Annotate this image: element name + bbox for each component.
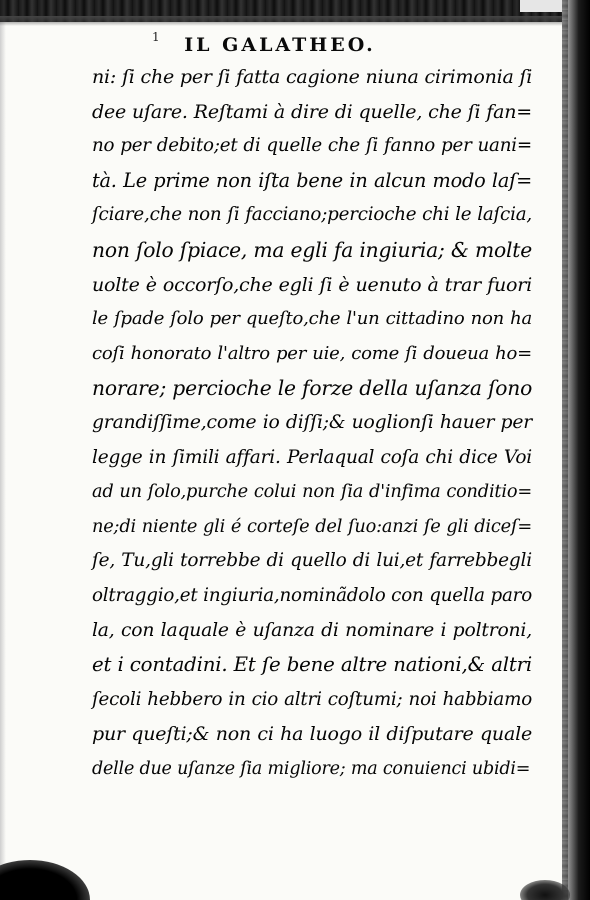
text-line: delle due uſanze ſia migliore; ma conuienci ubidi= — [92, 758, 531, 779]
scan-top-notch — [520, 0, 562, 12]
text-line: ſe, Tu,gli torrebbe di quello di lui,et farrebbegli — [92, 550, 532, 572]
scan-corner-shadow — [0, 860, 90, 900]
text-line: ne;di niente gli é corteſe del ſuo:anzi ſe gli diceſ= — [92, 516, 532, 537]
text-line: no per debito;et di quelle che ſi fanno per uani= — [92, 135, 532, 157]
text-line: coſi honorato l'altro per uie, come ſi doueua ho= — [92, 342, 532, 364]
text-line: le ſpade ſolo per queſto,che l'un cittadino non ha — [92, 308, 532, 330]
text-line: ad un ſolo,purche colui non ſia d'infima conditio= — [92, 482, 532, 503]
text-line: dee uſare. Reſtami à dire di quelle, che ſi fan= — [92, 100, 532, 123]
page-left-edge — [0, 0, 6, 900]
text-line: tà. Le prime non iſta bene in alcun modo laſ= — [92, 168, 532, 192]
folio-mark: 1 — [152, 30, 160, 44]
text-line: ſciare,che non ſi facciano;percioche chi le laſcia, — [92, 204, 532, 226]
running-head: IL GALATHEO. — [184, 34, 376, 56]
text-line: ni: ſi che per ſi fatta cagione niuna cirimonia ſi — [92, 66, 533, 88]
text-line: pur queſti;& non ci ha luogo il diſputare quale — [92, 723, 532, 746]
text-line: oltraggio,et ingiuria,nominãdolo con quella paro — [92, 584, 532, 606]
text-line: et i contadini. Et ſe bene altre nationi,& altri — [92, 653, 532, 677]
text-line: non ſolo ſpiace, ma egli fa ingiuria; & molte — [92, 237, 532, 262]
text-line: ſecoli hebbero in cio altri coſtumi; noi habbiamo — [92, 688, 532, 710]
scan-top-shadow — [0, 16, 590, 26]
text-line: grandiſſime,come io diſſi;& uoglionſi hauer per — [92, 411, 532, 433]
text-line: uolte è occorſo,che egli ſi è uenuto à trar fuori — [92, 273, 532, 296]
text-line: la, con laquale è uſanza di nominare i poltroni, — [92, 619, 532, 641]
scan-right-binding — [562, 0, 568, 900]
text-line: norare; percioche le forze della uſanza ſono — [92, 376, 533, 401]
text-block — [92, 60, 532, 786]
text-line: legge in ſimili affari. Perlaqual coſa chi dice Voi — [92, 446, 532, 468]
